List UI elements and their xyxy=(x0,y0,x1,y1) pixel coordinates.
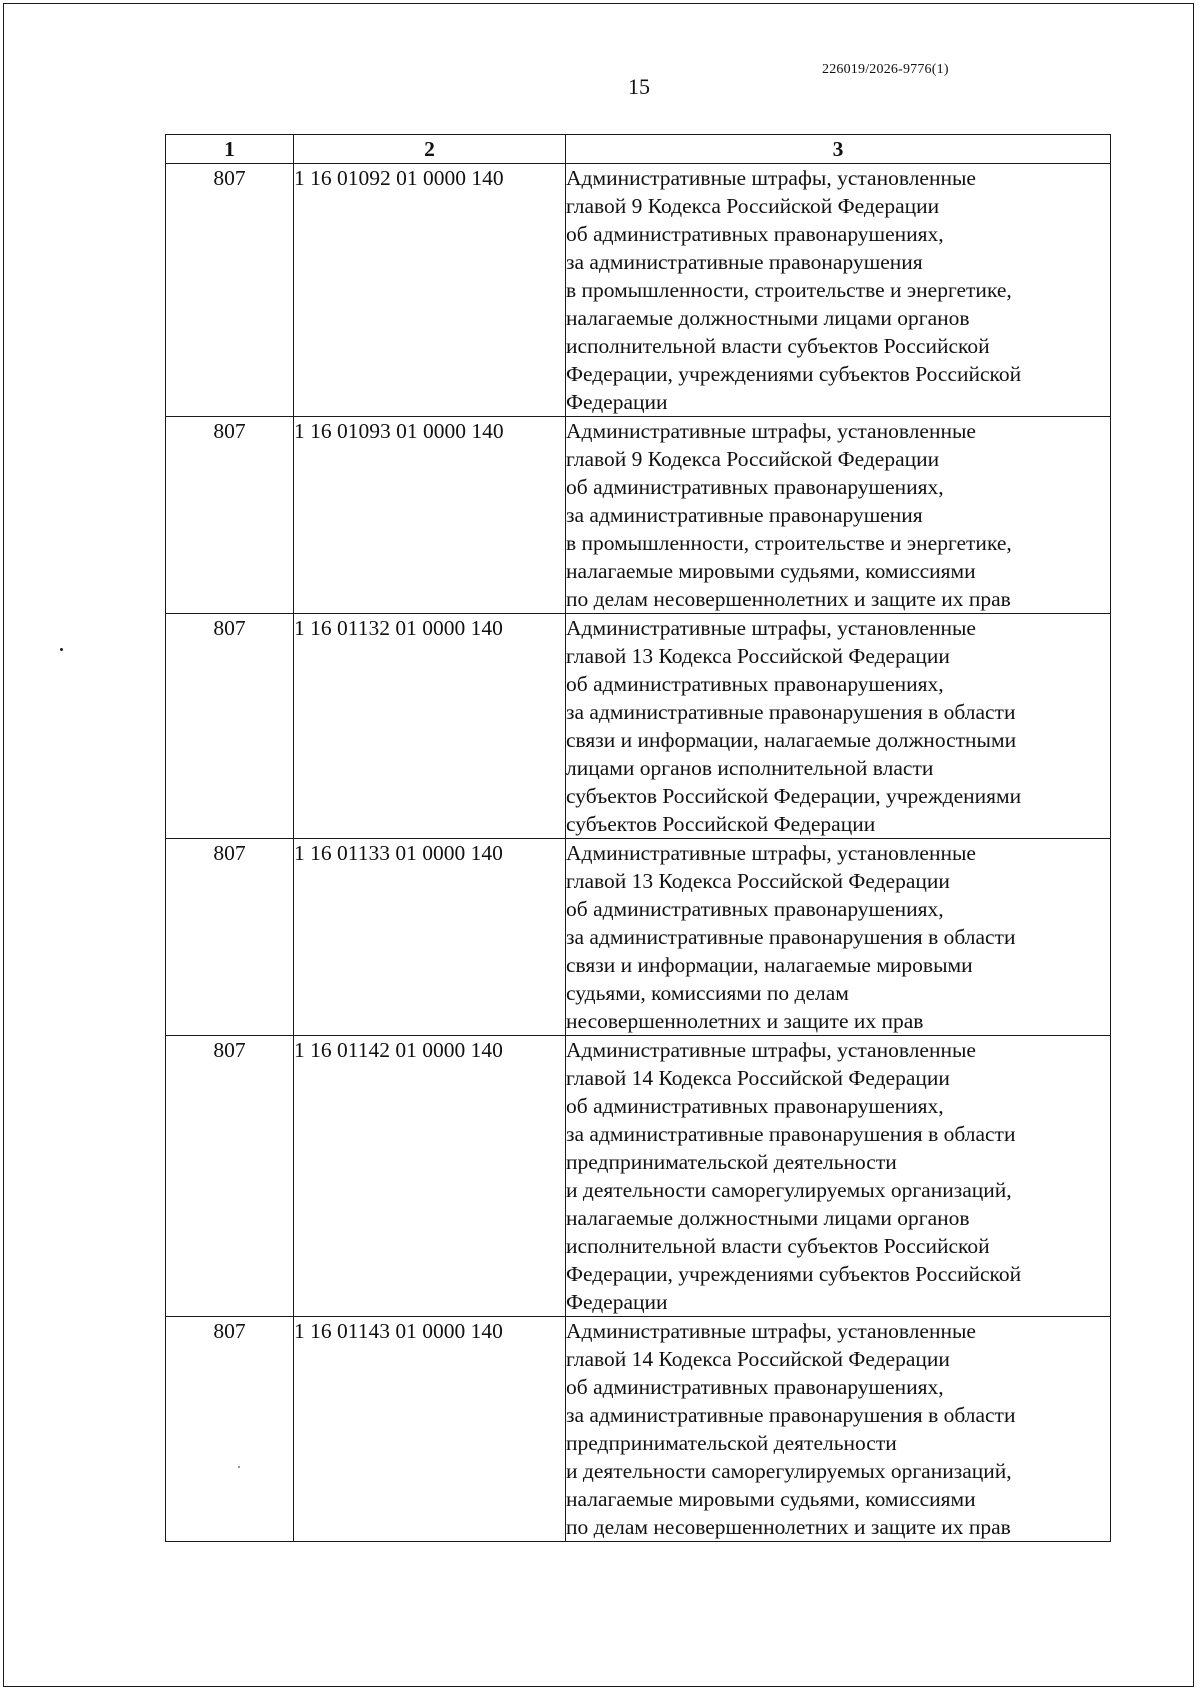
chapter-code-cell: 807 xyxy=(166,164,294,417)
description-line: за административные правонарушения в области xyxy=(566,1122,1016,1146)
chapter-code-cell: 807 xyxy=(166,417,294,614)
description-line: об административных правонарушениях, xyxy=(566,1375,944,1399)
description-line: связи и информации, налагаемые мировыми xyxy=(566,953,973,977)
chapter-code-cell: 807 xyxy=(166,1317,294,1542)
description-line: предпринимательской деятельности xyxy=(566,1150,897,1174)
table-row xyxy=(166,1317,1111,1542)
description-line: по делам несовершеннолетних и защите их прав xyxy=(566,1515,1011,1539)
revenue-code-cell: 1 16 01092 01 0000 140 xyxy=(294,164,566,417)
description-line: исполнительной власти субъектов Российской xyxy=(566,1234,990,1258)
table-row xyxy=(166,614,1111,839)
revenue-code-cell: 1 16 01143 01 0000 140 xyxy=(294,1317,566,1542)
description-line: Административные штрафы, установленные xyxy=(566,1319,976,1343)
description-line: главой 9 Кодекса Российской Федерации xyxy=(566,194,940,218)
description-line: об административных правонарушениях, xyxy=(566,1094,944,1118)
description-line: исполнительной власти субъектов Российской xyxy=(566,334,990,358)
description-line: налагаемые мировыми судьями, комиссиями xyxy=(566,1487,976,1511)
description-line: за административные правонарушения в области xyxy=(566,1403,1016,1427)
description-line: за административные правонарушения в области xyxy=(566,700,1016,724)
description-line: Федерации xyxy=(566,1290,668,1314)
page-number: 15 xyxy=(628,74,650,99)
description-cell xyxy=(566,614,1111,839)
description-line: налагаемые должностными лицами органов xyxy=(566,306,970,330)
description-line: Административные штрафы, установленные xyxy=(566,419,976,443)
description-line: налагаемые должностными лицами органов xyxy=(566,1206,970,1230)
column-header-2: 2 xyxy=(294,135,566,164)
description-line: об административных правонарушениях, xyxy=(566,672,944,696)
description-cell xyxy=(566,164,1111,417)
column-header-1: 1 xyxy=(166,135,294,164)
description-line: в промышленности, строительстве и энергетике, xyxy=(566,278,1012,302)
chapter-code-cell: 807 xyxy=(166,614,294,839)
description-line: за административные правонарушения xyxy=(566,250,923,274)
description-line: об административных правонарушениях, xyxy=(566,475,944,499)
table-row xyxy=(166,1036,1111,1317)
description-line: Административные штрафы, установленные xyxy=(566,841,976,865)
scan-artifact-dot xyxy=(60,648,63,651)
column-header-3: 3 xyxy=(566,135,1111,164)
table-body xyxy=(166,164,1111,1542)
description-line: главой 13 Кодекса Российской Федерации xyxy=(566,644,950,668)
table-header-row xyxy=(166,135,1111,164)
description-line: Федерации, учреждениями субъектов Российской xyxy=(566,1262,1022,1286)
description-cell xyxy=(566,417,1111,614)
description-line: Федерации xyxy=(566,390,668,414)
description-line: Административные штрафы, установленные xyxy=(566,166,976,190)
description-line: об административных правонарушениях, xyxy=(566,222,944,246)
description-line: по делам несовершеннолетних и защите их прав xyxy=(566,587,1011,611)
description-line: предпринимательской деятельности xyxy=(566,1431,897,1455)
description-line: лицами органов исполнительной власти xyxy=(566,756,934,780)
table-row xyxy=(166,417,1111,614)
description-line: Федерации, учреждениями субъектов Российской xyxy=(566,362,1022,386)
description-cell xyxy=(566,1317,1111,1542)
description-line: судьями, комиссиями по делам xyxy=(566,981,849,1005)
table-row xyxy=(166,164,1111,417)
document-id: 226019/2026-9776(1) xyxy=(822,62,949,77)
description-cell xyxy=(566,1036,1111,1317)
description-line: несовершеннолетних и защите их прав xyxy=(566,1009,924,1033)
fines-table xyxy=(165,134,1111,1542)
chapter-code-cell: 807 xyxy=(166,1036,294,1317)
revenue-code-cell: 1 16 01142 01 0000 140 xyxy=(294,1036,566,1317)
description-line: субъектов Российской Федерации, учреждениями xyxy=(566,784,1022,808)
description-line: главой 14 Кодекса Российской Федерации xyxy=(566,1066,950,1090)
revenue-code-cell: 1 16 01132 01 0000 140 xyxy=(294,614,566,839)
description-line: налагаемые мировыми судьями, комиссиями xyxy=(566,559,976,583)
description-line: главой 9 Кодекса Российской Федерации xyxy=(566,447,940,471)
description-line: и деятельности саморегулируемых организаций, xyxy=(566,1459,1012,1483)
description-line: Административные штрафы, установленные xyxy=(566,616,976,640)
description-line: главой 14 Кодекса Российской Федерации xyxy=(566,1347,950,1371)
description-line: субъектов Российской Федерации xyxy=(566,812,876,836)
description-line: за административные правонарушения xyxy=(566,503,923,527)
table-row xyxy=(166,839,1111,1036)
description-line: и деятельности саморегулируемых организаций, xyxy=(566,1178,1012,1202)
description-cell xyxy=(566,839,1111,1036)
description-line: главой 13 Кодекса Российской Федерации xyxy=(566,869,950,893)
revenue-code-cell: 1 16 01133 01 0000 140 xyxy=(294,839,566,1036)
description-line: об административных правонарушениях, xyxy=(566,897,944,921)
revenue-code-cell: 1 16 01093 01 0000 140 xyxy=(294,417,566,614)
description-line: Административные штрафы, установленные xyxy=(566,1038,976,1062)
description-line: в промышленности, строительстве и энергетике, xyxy=(566,531,1012,555)
description-line: за административные правонарушения в области xyxy=(566,925,1016,949)
chapter-code-cell: 807 xyxy=(166,839,294,1036)
description-line: связи и информации, налагаемые должностными xyxy=(566,728,1017,752)
